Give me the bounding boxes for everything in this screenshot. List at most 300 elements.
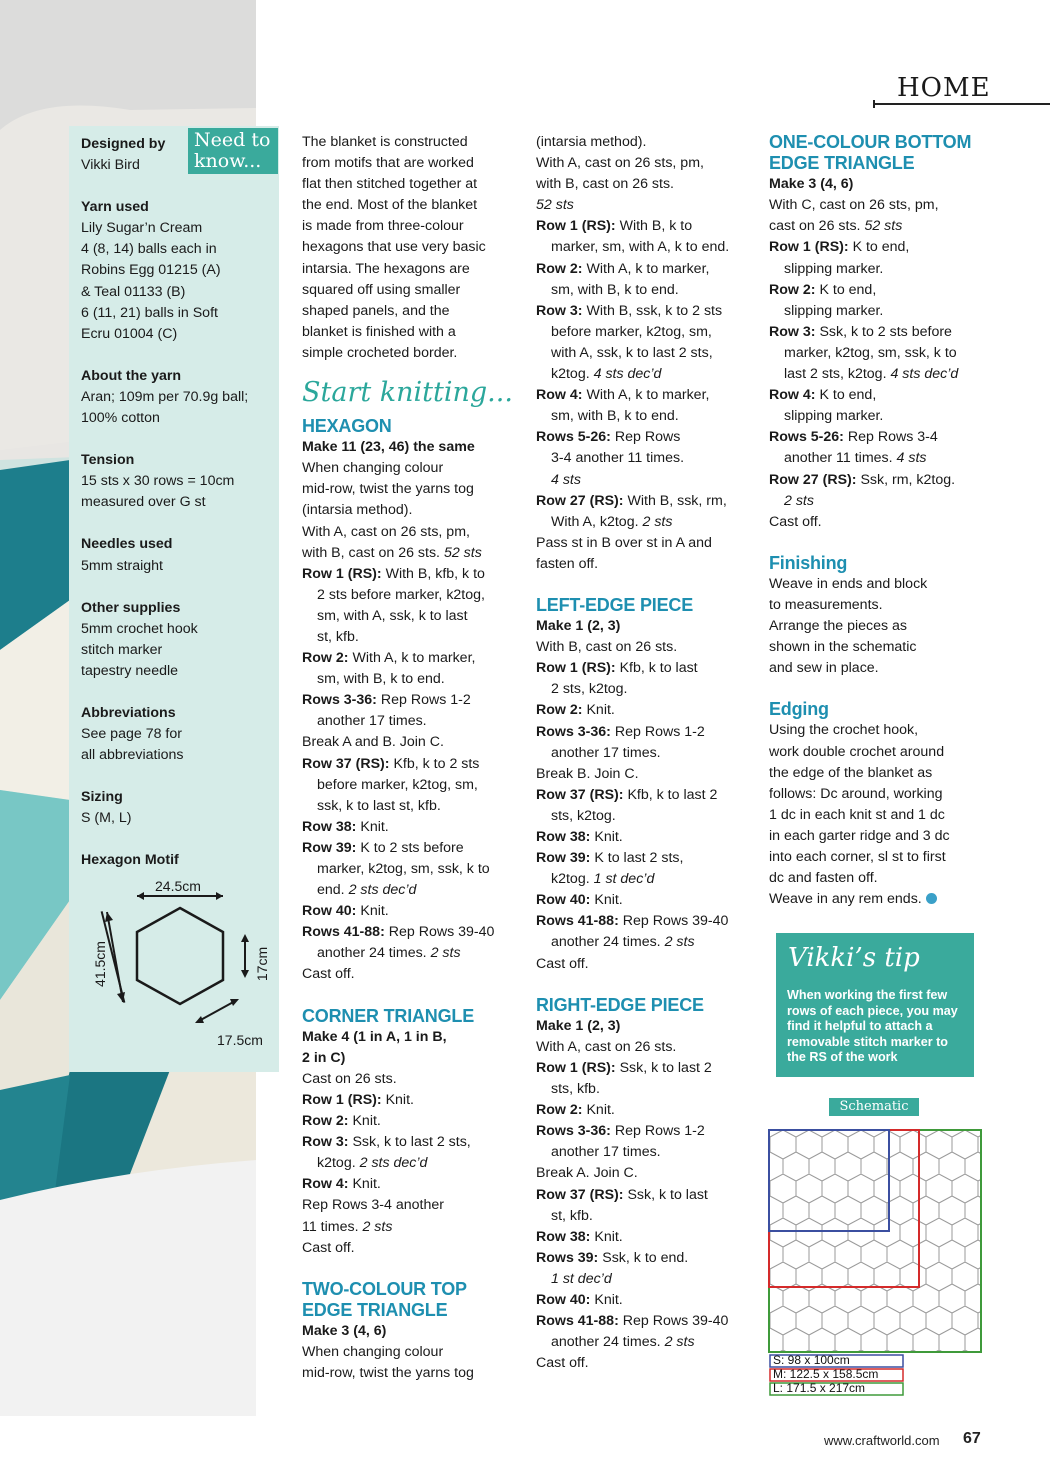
row-text: another 24 times. — [551, 1334, 661, 1351]
row-text: Rep Rows 1-2 — [614, 723, 705, 740]
row-instruction — [302, 754, 527, 775]
row-text: K to end, — [819, 387, 877, 404]
right-edge-make: Make 1 (2, 3) — [536, 1017, 621, 1034]
yarn-ball-icon — [926, 893, 937, 904]
row-text: Knit. — [586, 1102, 615, 1119]
row-text: Knit. — [360, 818, 389, 835]
row-continued: sm, with B, k to end. — [317, 671, 445, 688]
row-continued — [536, 512, 761, 533]
yarn-line: Lily Sugar’n Cream — [81, 220, 203, 237]
intro-line: shaped panels, and the — [302, 302, 450, 319]
row-continued: sts, k2tog. — [551, 807, 616, 824]
row-text: 11 times. — [302, 1218, 359, 1235]
row-continued: 2 sts before marker, k2tog, — [317, 586, 485, 603]
row-label: Row 40: — [536, 1291, 591, 1308]
stitch-count: 2 sts — [362, 1218, 393, 1235]
text-line: shown in the schematic — [769, 639, 917, 656]
row-continued: st, kfb. — [317, 628, 359, 645]
column-2 — [536, 132, 761, 1374]
row-instruction — [536, 1248, 761, 1269]
row-label: Rows 3-36: — [302, 692, 377, 709]
stitch-count: 2 sts — [664, 934, 695, 951]
row-continued — [536, 364, 761, 385]
text-line — [302, 543, 527, 564]
stitch-count: 2 sts — [664, 1334, 695, 1351]
text-line: With C, cast on 26 sts, pm, — [769, 197, 939, 214]
row-text: Kfb, k to 2 sts — [393, 755, 480, 772]
text-line: fasten off. — [536, 555, 599, 572]
one-colour-bottom-heading: ONE-COLOUR BOTTOM — [769, 132, 972, 152]
row-text: With A, k to marker, — [352, 650, 476, 667]
row-label: Row 38: — [536, 1228, 591, 1245]
text-line: (intarsia method). — [302, 502, 413, 519]
row-label: Row 2: — [536, 702, 583, 719]
size-m-label: M: 122.5 x 158.5cm — [773, 1367, 879, 1381]
other-supplies-section — [81, 598, 271, 682]
row-continued: sts, kfb. — [551, 1081, 600, 1098]
yarn-used-section — [81, 197, 271, 345]
row-instruction — [769, 385, 999, 406]
stitch-count: 2 sts — [642, 513, 673, 530]
text-line: (intarsia method). — [536, 134, 647, 150]
sizing-label: Sizing — [81, 789, 123, 806]
hexagon-heading: HEXAGON — [302, 416, 392, 437]
row-instruction — [536, 491, 761, 512]
row-instruction — [536, 301, 761, 322]
row-instruction — [302, 648, 527, 669]
one-colour-bottom-heading: EDGE TRIANGLE — [769, 153, 915, 174]
row-text: Rep Rows 1-2 — [614, 1123, 705, 1140]
row-label: Row 3: — [536, 302, 583, 319]
text-line: Using the crochet hook, — [769, 722, 919, 739]
supply-item: 5mm crochet hook — [81, 620, 198, 637]
stitch-count: 1 st dec’d — [551, 1270, 612, 1287]
row-label: Row 27 (RS): — [536, 492, 624, 509]
tip-line: the RS of the work — [787, 1050, 898, 1065]
row-instruction — [536, 911, 761, 932]
row-instruction — [536, 385, 761, 406]
text-line: Cast off. — [302, 1239, 355, 1256]
column-1 — [302, 132, 527, 1384]
stitch-count: 4 sts dec’d — [593, 366, 662, 383]
row-continued — [769, 364, 999, 385]
row-instruction — [536, 1185, 761, 1206]
row-instruction — [536, 785, 761, 806]
hexagon-motif-label: Hexagon Motif — [81, 852, 179, 869]
yarn-line: 4 (8, 14) balls each in — [81, 241, 217, 258]
row-text: With A, k to marker, — [586, 260, 710, 277]
row-text: Rep Rows 1-2 — [380, 692, 471, 709]
corner-triangle-heading: CORNER TRIANGLE — [302, 1005, 474, 1026]
section-rule — [873, 103, 1050, 105]
row-label: Row 2: — [536, 1102, 583, 1119]
need-to-know-panel — [69, 126, 279, 1072]
row-label: Row 40: — [536, 892, 591, 909]
row-instruction — [769, 427, 999, 448]
row-text: Ssk, k to last 2 sts, — [352, 1134, 471, 1151]
designer-name: Vikki Bird — [81, 157, 140, 174]
row-continued: slipping marker. — [784, 302, 884, 319]
text-line: 1 dc in each knit st and 1 dc — [769, 806, 945, 823]
stitch-count: 4 sts — [896, 450, 927, 467]
text-line: to measurements. — [769, 596, 883, 613]
row-continued: sm, with B, k to end. — [551, 281, 679, 298]
about-yarn-line: Aran; 109m per 70.9g ball; — [81, 388, 249, 405]
row-text: Kfb, k to last — [619, 660, 698, 677]
size-s-label: S: 98 x 100cm — [773, 1353, 850, 1367]
row-label: Row 39: — [302, 839, 357, 856]
row-continued — [536, 869, 761, 890]
row-continued: before marker, k2tog, sm, — [551, 323, 712, 340]
row-continued: marker, k2tog, sm, ssk, k to — [784, 344, 957, 361]
right-edge-heading: RIGHT-EDGE PIECE — [536, 994, 704, 1015]
row-instruction — [536, 1121, 761, 1142]
row-label: Row 2: — [536, 260, 583, 277]
row-continued: marker, k2tog, sm, ssk, k to — [317, 861, 490, 877]
row-text: Knit. — [594, 1291, 623, 1308]
motif-diagonal-label: 17.5cm — [217, 1032, 263, 1048]
row-text: Knit. — [352, 1176, 381, 1193]
stitch-count: 52 sts — [864, 218, 903, 235]
row-text: k2tog. — [551, 366, 590, 383]
text-line: Cast on 26 sts. — [302, 1070, 397, 1087]
row-text: Rep Rows 39-40 — [622, 913, 729, 930]
row-text: Ssk, k to last — [627, 1186, 708, 1203]
tip-body — [787, 988, 967, 1066]
text-line — [769, 216, 999, 237]
row-text: With A, k2tog. — [551, 513, 639, 530]
stitch-count: 52 sts — [443, 544, 482, 561]
row-label: Row 1 (RS): — [536, 1059, 616, 1076]
stitch-count: 2 sts dec’d — [348, 882, 417, 899]
row-continued: another 17 times. — [317, 713, 427, 730]
row-text: With B, ssk, rm, — [627, 492, 727, 509]
text-line: Cast off. — [536, 1355, 589, 1372]
tip-box — [776, 933, 974, 1077]
motif-side-label: 17cm — [254, 946, 271, 982]
text-line — [302, 1217, 527, 1238]
row-label: Row 4: — [536, 387, 583, 404]
abbreviations-section — [81, 703, 271, 766]
row-continued — [302, 880, 527, 901]
row-text: end. — [317, 882, 345, 899]
section-rule-tick — [873, 100, 875, 108]
tip-line: removable stitch marker to — [787, 1034, 948, 1049]
abbreviations-line: See page 78 for — [81, 726, 182, 743]
row-text: another 24 times. — [317, 945, 427, 962]
supply-item: tapestry needle — [81, 662, 179, 679]
row-text: k2tog. — [551, 871, 590, 888]
row-instruction — [536, 848, 761, 869]
row-label: Rows 39: — [536, 1249, 599, 1266]
row-label: Rows 41-88: — [536, 913, 619, 930]
yarn-line: 6 (11, 21) balls in Soft — [81, 304, 218, 321]
row-continued: sm, with A, ssk, k to last — [317, 607, 468, 624]
row-continued: another 17 times. — [551, 744, 661, 761]
row-instruction — [536, 890, 761, 911]
row-continued — [302, 1153, 527, 1174]
row-instruction — [536, 427, 761, 448]
text-line: With A, cast on 26 sts. — [536, 1038, 677, 1055]
row-continued — [536, 932, 761, 953]
row-instruction — [769, 470, 999, 491]
text-line: work double crochet around — [769, 743, 945, 760]
row-label: Row 37 (RS): — [536, 786, 624, 803]
row-text: With B, kfb, k to — [385, 565, 485, 582]
row-instruction — [302, 922, 527, 943]
row-label: Row 2: — [769, 281, 816, 298]
row-instruction — [536, 216, 761, 237]
section-title: HOME — [897, 73, 991, 103]
finishing-heading: Finishing — [769, 552, 848, 573]
sizing-value: S (M, L) — [81, 810, 132, 827]
about-yarn-line: 100% cotton — [81, 410, 160, 427]
column-3 — [769, 132, 999, 910]
tension-label: Tension — [81, 452, 135, 469]
other-supplies-label: Other supplies — [81, 599, 181, 616]
row-text: With B, ssk, k to 2 sts — [586, 302, 723, 319]
stitch-count: 1 st dec’d — [593, 871, 655, 888]
text-line: When changing colour — [302, 460, 444, 477]
row-text: Rep Rows 39-40 — [622, 1313, 729, 1330]
stitch-count: 4 sts dec’d — [890, 366, 959, 383]
row-label: Rows 3-36: — [536, 1123, 611, 1140]
row-instruction — [536, 700, 761, 721]
row-text: With A, k to marker, — [586, 387, 710, 404]
row-text: k2tog. — [317, 1155, 356, 1172]
row-continued: st, kfb. — [551, 1207, 593, 1224]
needles-label: Needles used — [81, 536, 173, 553]
row-text: Ssk, rm, k2tog. — [860, 471, 956, 488]
row-text: Rep Rows — [614, 429, 681, 446]
text-line: mid-row, twist the yarns tog — [302, 1365, 474, 1382]
yarn-used-label: Yarn used — [81, 199, 149, 216]
row-continued: sm, with B, k to end. — [551, 408, 679, 425]
row-instruction — [536, 1100, 761, 1121]
row-instruction — [302, 1174, 527, 1195]
tension-line: measured over G st — [81, 494, 206, 511]
text-line: into each corner, sl st to first — [769, 849, 946, 865]
row-text: Knit. — [594, 1228, 623, 1245]
row-text: K to last 2 sts, — [594, 850, 684, 867]
row-continued: slipping marker. — [784, 260, 884, 277]
yarn-line: Robins Egg 01215 (A) — [81, 262, 221, 279]
text-line: mid-row, twist the yarns tog — [302, 481, 474, 498]
row-continued: marker, sm, with A, k to end. — [551, 239, 730, 256]
schematic-label: Schematic — [829, 1098, 919, 1116]
row-label: Row 2: — [302, 650, 349, 667]
row-label: Row 3: — [302, 1134, 349, 1151]
text-line: follows: Dc around, working — [769, 785, 943, 802]
row-text: Knit. — [586, 702, 615, 719]
text-line: Weave in ends and block — [769, 575, 928, 592]
row-label: Row 4: — [302, 1176, 349, 1193]
row-text: Knit. — [352, 1113, 381, 1130]
row-continued: 3-4 another 11 times. — [551, 450, 685, 467]
page-number: 67 — [963, 1430, 981, 1447]
text-line: When changing colour — [302, 1343, 444, 1360]
intro-line: flat then stitched together at — [302, 176, 478, 193]
yarn-line: Ecru 01004 (C) — [81, 325, 178, 342]
text-line: Cast off. — [769, 513, 822, 530]
tip-line: rows of each piece, you may — [787, 1003, 958, 1018]
row-label: Row 38: — [302, 818, 357, 835]
about-yarn-label: About the yarn — [81, 367, 182, 384]
row-label: Row 38: — [536, 829, 591, 845]
intro-line: squared off using smaller — [302, 281, 461, 298]
row-label: Rows 3-36: — [536, 723, 611, 740]
row-instruction — [769, 322, 999, 343]
start-knitting-heading: Start knitting... — [302, 377, 513, 409]
row-text: Knit. — [360, 903, 389, 920]
row-label: Row 2: — [302, 1113, 349, 1130]
intro-line: hexagons that use very basic — [302, 239, 486, 256]
bottom-make: Make 3 (4, 6) — [769, 176, 854, 193]
row-label: Row 1 (RS): — [536, 218, 616, 235]
row-continued: before marker, k2tog, sm, — [317, 776, 478, 793]
text-line: With A, cast on 26 sts, pm, — [302, 523, 470, 540]
row-label: Row 39: — [536, 850, 591, 867]
text-line — [769, 889, 999, 910]
row-continued — [302, 943, 527, 964]
row-text: Weave in any rem ends. — [769, 891, 922, 908]
intro-line: The blanket is constructed — [302, 134, 468, 150]
row-label: Rows 41-88: — [302, 924, 385, 941]
row-text: K to end, — [852, 239, 910, 256]
row-instruction — [536, 259, 761, 280]
row-instruction — [536, 658, 761, 679]
intro-line: from motifs that are worked — [302, 155, 474, 172]
row-instruction — [536, 1058, 761, 1079]
row-instruction — [302, 564, 527, 585]
two-colour-top-heading: TWO-COLOUR TOP — [302, 1278, 467, 1299]
sizing-section — [81, 787, 271, 829]
text-line: Rep Rows 3-4 another — [302, 1197, 444, 1214]
text-line: Pass st in B over st in A and — [536, 534, 712, 551]
yarn-line: & Teal 01133 (B) — [81, 283, 186, 300]
row-label: Row 37 (RS): — [302, 755, 390, 772]
row-text: Ssk, k to last 2 — [619, 1059, 712, 1076]
row-instruction — [769, 237, 999, 258]
needles-section — [81, 534, 271, 576]
stitch-count: 2 sts — [430, 945, 461, 962]
text-line: Break B. Join C. — [536, 765, 639, 782]
row-label: Row 3: — [769, 323, 816, 340]
text-line: Cast off. — [536, 955, 589, 972]
row-text: Ssk, k to end. — [602, 1249, 689, 1266]
row-label: Rows 5-26: — [536, 429, 611, 446]
row-text: With B, k to — [619, 218, 693, 235]
edging-heading: Edging — [769, 699, 829, 720]
intro-line: is made from three-colour — [302, 218, 464, 235]
row-text: Ssk, k to 2 sts before — [819, 323, 952, 340]
row-continued: another 17 times. — [551, 1144, 661, 1161]
top-make: Make 3 (4, 6) — [302, 1322, 387, 1339]
intro-line: the end. Most of the blanket — [302, 197, 478, 214]
row-continued — [536, 1332, 761, 1353]
row-instruction — [302, 1090, 527, 1111]
corner-make: 2 in C) — [302, 1049, 346, 1066]
row-label: Rows 5-26: — [769, 429, 844, 446]
row-continued: ssk, k to last st, kfb. — [317, 797, 441, 814]
supply-item: stitch marker — [81, 641, 163, 658]
tip-line: find it helpful to attach a — [787, 1019, 933, 1034]
text-line: Break A. Join C. — [536, 1165, 638, 1182]
row-label: Row 1 (RS): — [302, 565, 382, 582]
row-label: Row 37 (RS): — [536, 1186, 624, 1203]
row-label: Row 1 (RS): — [536, 660, 616, 677]
row-label: Row 1 (RS): — [302, 1091, 382, 1108]
row-text: Rep Rows 39-40 — [388, 924, 495, 941]
row-text: another 11 times. — [784, 450, 893, 467]
motif-height-label: 41.5cm — [91, 941, 108, 987]
hexagon-make: Make 11 (23, 46) the same — [302, 439, 475, 456]
row-instruction — [302, 817, 527, 838]
intro-line: blanket is finished with a — [302, 323, 456, 340]
row-text: cast on 26 sts. — [769, 218, 861, 235]
row-instruction — [536, 722, 761, 743]
stitch-count: 2 sts — [784, 492, 814, 509]
row-instruction — [302, 1111, 527, 1132]
row-instruction — [536, 1311, 761, 1332]
intro-line: simple crocheted border. — [302, 344, 458, 361]
row-label: Row 40: — [302, 903, 357, 920]
row-instruction — [302, 838, 527, 859]
intro-line: intarsia. The hexagons are — [302, 260, 470, 277]
text-span: with B, cast on 26 sts. — [302, 544, 440, 561]
text-line: Arrange the pieces as — [769, 618, 908, 635]
row-text: Kfb, k to last 2 — [627, 786, 718, 803]
row-label: Row 27 (RS): — [769, 471, 857, 488]
row-continued: slipping marker. — [784, 408, 884, 425]
row-text: last 2 sts, k2tog. — [784, 366, 887, 383]
row-text: another 24 times. — [551, 934, 661, 951]
text-line: Cast off. — [302, 966, 355, 983]
tip-title: Vikki’s tip — [788, 943, 920, 973]
text-line: With A, cast on 26 sts, pm, — [536, 155, 704, 172]
tension-line: 15 sts x 30 rows = 10cm — [81, 473, 235, 490]
row-text: Knit. — [385, 1091, 414, 1108]
hexagon-motif-diagram — [87, 872, 277, 1052]
row-label: Row 4: — [769, 387, 816, 404]
row-instruction — [536, 1227, 761, 1248]
size-l-label: L: 171.5 x 217cm — [773, 1381, 866, 1395]
left-edge-make: Make 1 (2, 3) — [536, 618, 621, 635]
row-instruction — [536, 1290, 761, 1311]
needles-value: 5mm straight — [81, 557, 163, 574]
row-text: K to end, — [819, 281, 877, 298]
text-line: Break A and B. Join C. — [302, 734, 444, 751]
text-line: dc and fasten off. — [769, 870, 878, 887]
abbreviations-label: Abbreviations — [81, 704, 176, 721]
tension-section — [81, 450, 271, 513]
row-text: Knit. — [594, 892, 623, 909]
two-colour-top-heading: EDGE TRIANGLE — [302, 1299, 448, 1320]
row-instruction — [769, 280, 999, 301]
text-line: and sew in place. — [769, 660, 879, 677]
stitch-count: 4 sts — [551, 471, 581, 488]
row-instruction — [302, 901, 527, 922]
tip-line: When working the first few — [787, 988, 948, 1002]
text-line: with B, cast on 26 sts. — [536, 176, 674, 193]
row-label: Row 1 (RS): — [769, 239, 849, 256]
row-continued — [769, 448, 999, 469]
stitch-count: 2 sts dec’d — [359, 1155, 428, 1172]
corner-make: Make 4 (1 in A, 1 in B, — [302, 1028, 447, 1045]
row-instruction — [302, 690, 527, 711]
designed-by-label: Designed by — [81, 136, 166, 152]
row-instruction — [302, 1132, 527, 1153]
